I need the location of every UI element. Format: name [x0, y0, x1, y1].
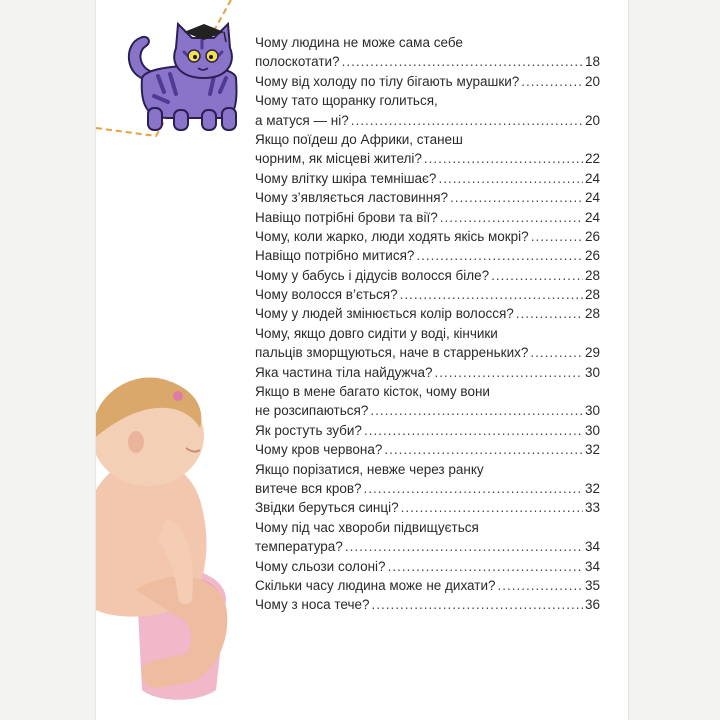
toc-page-number: 30: [584, 403, 600, 419]
toc-page-number: 32: [584, 442, 600, 458]
toc-entry[interactable]: [255, 363, 600, 382]
toc-entry[interactable]: [255, 227, 600, 246]
toc-entry[interactable]: [255, 208, 600, 227]
toc-dot-leader: [364, 421, 583, 440]
toc-entry[interactable]: [255, 440, 600, 459]
toc-entry[interactable]: [255, 188, 600, 207]
toc-page-number: 28: [584, 287, 600, 303]
toc-entry-title: Як ростуть зуби?: [255, 422, 362, 438]
toc-entry-title: Якщо порізатися, невже через ранку: [255, 461, 484, 477]
toc-entry-title: Навіщо потрібно митися?: [255, 248, 415, 264]
toc-entry[interactable]: [255, 498, 600, 517]
toc-entry-title: Чому, коли жарко, люди ходять якісь мокрі?: [255, 228, 529, 244]
toc-page-number: 33: [584, 500, 600, 516]
toc-dot-leader: [450, 188, 583, 207]
toc-entry-title: Чому з носа тече?: [255, 597, 370, 613]
cat-illustration: [118, 18, 248, 136]
toc-dot-leader: [372, 595, 583, 614]
toc-entry-title: а матуся — ні?: [255, 112, 349, 128]
toc-entry[interactable]: [255, 518, 600, 557]
toc-entry[interactable]: [255, 576, 600, 595]
toc-entry-title: Чому з’являється ластовиння?: [255, 190, 449, 206]
toc-page-number: 20: [584, 73, 600, 89]
toc-page-number: 18: [584, 54, 600, 70]
toc-entry-title: Чому влітку шкіра темнішає?: [255, 170, 437, 186]
toc-entry-title: Чому тато щоранку голиться,: [255, 93, 438, 109]
toc-page-number: 30: [584, 422, 600, 438]
toc-dot-leader: [424, 149, 583, 168]
toc-entry[interactable]: [255, 72, 600, 91]
toc-entry-title: Чому людина не може сама себе: [255, 35, 463, 50]
toc-entry[interactable]: [255, 324, 600, 363]
toc-page-number: 29: [584, 345, 600, 361]
toc-dot-leader: [384, 440, 583, 459]
toc-entry[interactable]: [255, 91, 600, 130]
toc-dot-leader: [345, 537, 583, 556]
toc-entry[interactable]: [255, 557, 600, 576]
toc-page-number: 34: [584, 558, 600, 574]
toc-entry[interactable]: [255, 460, 600, 499]
toc-dot-leader: [401, 498, 583, 517]
toc-dot-leader: [491, 266, 583, 285]
toc-entry[interactable]: [255, 33, 600, 72]
toc-entry-title: Чому, якщо довго сидіти у воді, кінчики: [255, 325, 498, 341]
toc-entry-title: температура?: [255, 539, 343, 555]
toc-page-number: 26: [584, 228, 600, 244]
toc-dot-leader: [370, 401, 583, 420]
toc-dot-leader: [388, 557, 583, 576]
toc-entry[interactable]: [255, 285, 600, 304]
toc-dot-leader: [351, 111, 583, 130]
toc-page-number: 24: [584, 209, 600, 225]
toc-entry[interactable]: [255, 130, 600, 169]
toc-entry[interactable]: [255, 169, 600, 188]
table-of-contents: [255, 33, 600, 615]
toc-page-number: 20: [584, 112, 600, 128]
toc-entry-title: полоскотати?: [255, 54, 340, 70]
toc-dot-leader: [521, 72, 583, 91]
toc-page-number: 24: [584, 190, 600, 206]
toc-entry-title: Чому у людей змінюється колір волосся?: [255, 306, 514, 322]
toc-page-number: 36: [584, 597, 600, 613]
toc-entry[interactable]: [255, 421, 600, 440]
toc-entry-title: Якщо в мене багато кісток, чому вони: [255, 384, 490, 400]
toc-page-number: 26: [584, 248, 600, 264]
toc-page-number: 30: [584, 364, 600, 380]
toc-page-number: 24: [584, 170, 600, 186]
toc-page-number: 28: [584, 306, 600, 322]
toc-entry-title: Якщо поїдеш до Африки, станеш: [255, 131, 463, 147]
toc-dot-leader: [400, 285, 583, 304]
toc-page-number: 35: [584, 577, 600, 593]
toc-entry-title: Чому від холоду по тілу бігають мурашки?: [255, 73, 520, 89]
toc-entry[interactable]: [255, 246, 600, 265]
toc-dot-leader: [498, 576, 583, 595]
toc-entry[interactable]: [255, 382, 600, 421]
toc-entry[interactable]: [255, 595, 600, 614]
toc-dot-leader: [530, 343, 583, 362]
toc-entry[interactable]: [255, 266, 600, 285]
toc-dot-leader: [531, 227, 583, 246]
toc-entry-title: Чому під час хвороби підвищується: [255, 519, 479, 535]
toc-page-number: 32: [584, 480, 600, 496]
toc-page-number: 28: [584, 267, 600, 283]
toc-entry-title: Чому у бабусь і дідусів волосся біле?: [255, 267, 490, 283]
toc-entry-title: Чому волосся в’ється?: [255, 287, 398, 303]
toc-entry-title: не розсипаються?: [255, 403, 369, 419]
toc-entry-title: Навіщо потрібні брови та вії?: [255, 209, 438, 225]
toc-dot-leader: [342, 52, 583, 71]
toc-entry-title: пальців зморщуються, наче в старреньких?: [255, 345, 529, 361]
toc-entry-title: витече вся кров?: [255, 480, 362, 496]
toc-entry-title: Яка частина тіла найдужча?: [255, 364, 433, 380]
toc-dot-leader: [416, 246, 583, 265]
toc-entry-title: чорним, як місцеві жителі?: [255, 151, 422, 167]
toc-page-number: 34: [584, 539, 600, 555]
toc-entry-title: Чому кров червона?: [255, 442, 383, 458]
toc-dot-leader: [364, 479, 583, 498]
toc-entry-title: Чому сльози солоні?: [255, 558, 386, 574]
toc-dot-leader: [516, 304, 583, 323]
toc-dot-leader: [438, 169, 583, 188]
toc-dot-leader: [440, 208, 583, 227]
toc-entry[interactable]: [255, 304, 600, 323]
toc-entry-title: Звідки беруться синці?: [255, 500, 399, 516]
toc-entry-title: Скільки часу людина може не дихати?: [255, 577, 496, 593]
toddler-illustration: [96, 370, 246, 720]
toc-dot-leader: [434, 363, 582, 382]
toc-page-number: 22: [584, 151, 600, 167]
